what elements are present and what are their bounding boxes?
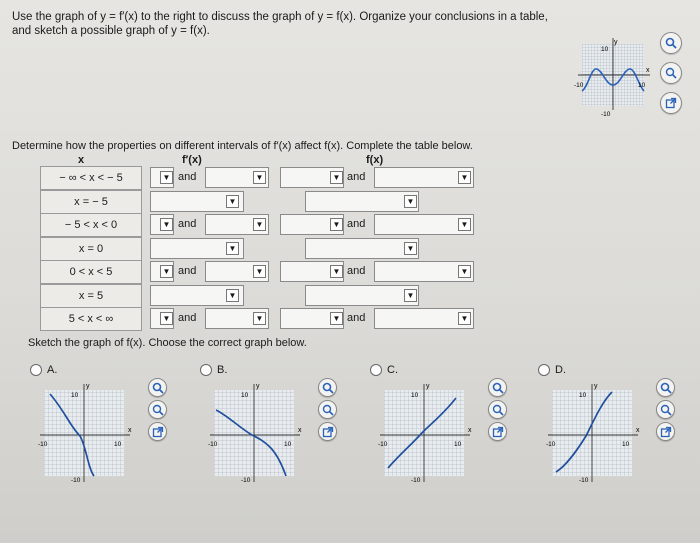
f-select[interactable] xyxy=(305,285,419,306)
option-label: B. xyxy=(217,364,228,376)
chevron-down-icon: ▼ xyxy=(406,196,415,206)
option-graph[interactable] xyxy=(544,380,644,488)
fprime-y-label: y xyxy=(614,39,618,46)
fprime-dropdown[interactable] xyxy=(226,289,239,302)
zoom-out-icon xyxy=(665,67,677,79)
row-x-label: 0 < x < 5 xyxy=(40,260,142,284)
zoom-out-button[interactable] xyxy=(656,400,675,419)
option-left-tick: -10 xyxy=(378,441,388,448)
chevron-down-icon: ▼ xyxy=(460,266,469,276)
option-y-label: y xyxy=(426,383,430,390)
option-right-tick: 10 xyxy=(454,441,462,448)
zoom-out-button[interactable] xyxy=(488,400,507,419)
row-x-label: x = 0 xyxy=(40,237,142,261)
fprime-right-tick: 10 xyxy=(638,82,646,89)
fprime-dropdown[interactable] xyxy=(226,195,239,208)
f-dropdown-2[interactable] xyxy=(458,171,471,184)
row-x-label: − ∞ < x < − 5 xyxy=(40,166,142,190)
zoom-in-icon xyxy=(660,382,672,394)
option-x-label: x xyxy=(298,427,302,434)
option-top-tick: 10 xyxy=(71,392,79,399)
f-dropdown-1[interactable] xyxy=(330,218,343,231)
option-d[interactable] xyxy=(538,364,566,376)
fprime-dropdown-1[interactable] xyxy=(160,265,173,278)
fprime-graph[interactable] xyxy=(576,38,656,120)
zoom-in-icon xyxy=(322,382,334,394)
table-instruction: Determine how the properties on different intervals of f′(x) affect f(x). Complete the table below. xyxy=(12,140,473,152)
chevron-down-icon: ▼ xyxy=(332,219,341,229)
option-label: D. xyxy=(555,364,566,376)
chevron-down-icon: ▼ xyxy=(255,172,264,182)
zoom-in-button[interactable] xyxy=(148,378,167,397)
fprime-top-tick: 10 xyxy=(601,46,609,53)
f-and-label: and xyxy=(347,265,366,277)
chevron-down-icon: ▼ xyxy=(255,313,264,323)
option-left-tick: -10 xyxy=(546,441,556,448)
option-x-label: x xyxy=(468,427,472,434)
chevron-down-icon: ▼ xyxy=(460,219,469,229)
option-right-tick: 10 xyxy=(284,441,292,448)
zoom-out-button[interactable] xyxy=(660,62,682,84)
header-f: f(x) xyxy=(366,154,384,166)
fprime-dropdown-2[interactable] xyxy=(253,218,266,231)
zoom-out-icon xyxy=(322,404,334,416)
option-top-tick: 10 xyxy=(579,392,587,399)
option-bottom-tick: -10 xyxy=(579,477,589,484)
option-radio[interactable] xyxy=(370,364,382,376)
question-text xyxy=(12,10,552,38)
f-dropdown-2[interactable] xyxy=(458,218,471,231)
popout-button[interactable] xyxy=(656,422,675,441)
fprime-dropdown-1[interactable] xyxy=(160,171,173,184)
question-line-1: Use the graph of y = f′(x) to the right to discuss the graph of y = f(x). Organize your conclusions in a table, xyxy=(12,11,548,23)
popout-button[interactable] xyxy=(318,422,337,441)
chevron-down-icon: ▼ xyxy=(255,266,264,276)
chevron-down-icon: ▼ xyxy=(406,243,415,253)
popout-button[interactable] xyxy=(488,422,507,441)
header-fprime: f′(x) xyxy=(182,154,202,166)
f-dropdown[interactable] xyxy=(404,289,417,302)
fprime-bottom-tick: -10 xyxy=(601,111,611,118)
f-dropdown[interactable] xyxy=(404,242,417,255)
zoom-out-icon xyxy=(152,404,164,416)
fprime-dropdown-2[interactable] xyxy=(253,312,266,325)
zoom-in-icon xyxy=(665,37,677,49)
f-select[interactable] xyxy=(305,238,419,259)
f-dropdown-1[interactable] xyxy=(330,312,343,325)
chevron-down-icon: ▼ xyxy=(406,290,415,300)
zoom-in-button[interactable] xyxy=(318,378,337,397)
option-bottom-tick: -10 xyxy=(411,477,421,484)
f-dropdown-1[interactable] xyxy=(330,171,343,184)
option-radio[interactable] xyxy=(200,364,212,376)
f-dropdown[interactable] xyxy=(404,195,417,208)
row-x-label: − 5 < x < 0 xyxy=(40,213,142,237)
zoom-out-icon xyxy=(660,404,672,416)
option-radio[interactable] xyxy=(538,364,550,376)
fprime-and-label: and xyxy=(178,312,197,324)
option-right-tick: 10 xyxy=(114,441,122,448)
chevron-down-icon: ▼ xyxy=(460,172,469,182)
fprime-and-label: and xyxy=(178,265,197,277)
chevron-down-icon: ▼ xyxy=(162,219,171,229)
zoom-in-button[interactable] xyxy=(660,32,682,54)
chevron-down-icon: ▼ xyxy=(162,172,171,182)
chevron-down-icon: ▼ xyxy=(162,266,171,276)
option-x-label: x xyxy=(128,427,132,434)
sketch-prompt: Sketch the graph of f(x). Choose the correct graph below. xyxy=(28,337,307,349)
chevron-down-icon: ▼ xyxy=(162,313,171,323)
fprime-x-label: x xyxy=(646,67,650,74)
option-radio[interactable] xyxy=(30,364,42,376)
option-b[interactable] xyxy=(200,364,227,376)
chevron-down-icon: ▼ xyxy=(228,243,237,253)
chevron-down-icon: ▼ xyxy=(332,266,341,276)
zoom-out-icon xyxy=(492,404,504,416)
header-x: x xyxy=(78,154,85,166)
f-and-label: and xyxy=(347,218,366,230)
popout-icon xyxy=(492,426,504,438)
row-x-label: x = 5 xyxy=(40,284,142,308)
fprime-dropdown-1[interactable] xyxy=(160,218,173,231)
option-bottom-tick: -10 xyxy=(241,477,251,484)
popout-icon xyxy=(322,426,334,438)
option-graph[interactable] xyxy=(376,380,476,488)
row-x-label: 5 < x < ∞ xyxy=(40,307,142,331)
popout-button[interactable] xyxy=(660,92,682,114)
chevron-down-icon: ▼ xyxy=(332,172,341,182)
option-graph[interactable] xyxy=(36,380,136,488)
fprime-dropdown[interactable] xyxy=(226,242,239,255)
option-top-tick: 10 xyxy=(241,392,249,399)
popout-icon xyxy=(152,426,164,438)
option-label: A. xyxy=(47,364,58,376)
option-a[interactable] xyxy=(30,364,57,376)
option-left-tick: -10 xyxy=(208,441,218,448)
f-dropdown-1[interactable] xyxy=(330,265,343,278)
fprime-dropdown-2[interactable] xyxy=(253,265,266,278)
option-graph[interactable] xyxy=(206,380,306,488)
option-y-label: y xyxy=(256,383,260,390)
f-and-label: and xyxy=(347,312,366,324)
zoom-out-button[interactable] xyxy=(148,400,167,419)
popout-button[interactable] xyxy=(148,422,167,441)
chevron-down-icon: ▼ xyxy=(332,313,341,323)
popout-icon xyxy=(665,97,677,109)
row-x-label: x = − 5 xyxy=(40,190,142,214)
zoom-in-button[interactable] xyxy=(488,378,507,397)
option-c[interactable] xyxy=(370,364,398,376)
fprime-and-label: and xyxy=(178,171,197,183)
f-select[interactable] xyxy=(305,191,419,212)
f-dropdown-2[interactable] xyxy=(458,312,471,325)
chevron-down-icon: ▼ xyxy=(228,196,237,206)
option-top-tick: 10 xyxy=(411,392,419,399)
chevron-down-icon: ▼ xyxy=(255,219,264,229)
option-bottom-tick: -10 xyxy=(71,477,81,484)
option-label: C. xyxy=(387,364,398,376)
fprime-dropdown-2[interactable] xyxy=(253,171,266,184)
option-x-label: x xyxy=(636,427,640,434)
zoom-in-button[interactable] xyxy=(656,378,675,397)
option-y-label: y xyxy=(594,383,598,390)
f-and-label: and xyxy=(347,171,366,183)
chevron-down-icon: ▼ xyxy=(460,313,469,323)
option-right-tick: 10 xyxy=(622,441,630,448)
f-dropdown-2[interactable] xyxy=(458,265,471,278)
option-y-label: y xyxy=(86,383,90,390)
question-line-2: and sketch a possible graph of y = f(x). xyxy=(12,25,210,37)
fprime-left-tick: -10 xyxy=(574,82,584,89)
option-left-tick: -10 xyxy=(38,441,48,448)
zoom-in-icon xyxy=(152,382,164,394)
fprime-dropdown-1[interactable] xyxy=(160,312,173,325)
zoom-out-button[interactable] xyxy=(318,400,337,419)
chevron-down-icon: ▼ xyxy=(228,290,237,300)
fprime-and-label: and xyxy=(178,218,197,230)
zoom-in-icon xyxy=(492,382,504,394)
popout-icon xyxy=(660,426,672,438)
